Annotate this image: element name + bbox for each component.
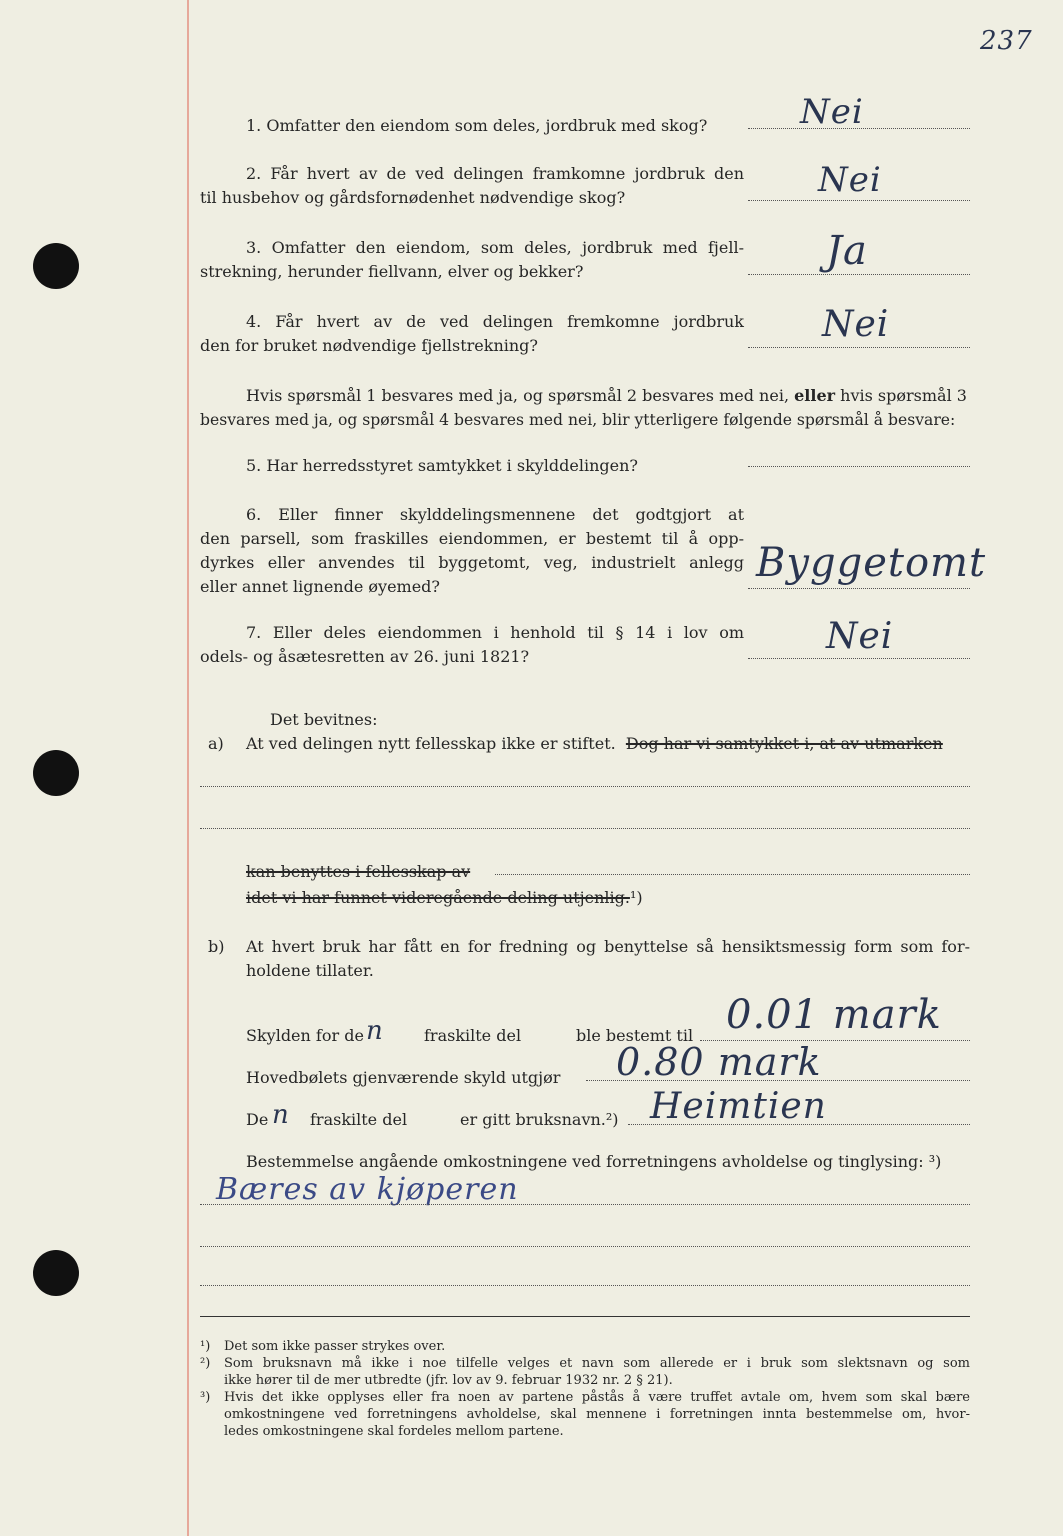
blank-line — [200, 1246, 970, 1247]
punch-hole — [33, 750, 79, 796]
question-1-text: 1. Omfatter den eiendom som deles, jordbruk med skog? — [246, 116, 708, 135]
question-4-answer: Nei — [822, 304, 890, 345]
skyld-navn-label2: fraskilte del — [310, 1110, 408, 1129]
attest-b-line2: holdene tillater. — [246, 961, 374, 980]
blank-line — [200, 1204, 970, 1205]
blank-line — [200, 1285, 970, 1286]
footnote-2-line1: Som bruksnavn må ikke i noe tilfelle velges et navn som allerede er i bruk som slektsnavn og som — [224, 1356, 970, 1371]
footnote-1-mark: ¹) — [200, 1339, 211, 1354]
skyld-hoved-label: Hovedbølets gjenværende skyld utgjør — [246, 1068, 561, 1087]
question-7-line2: odels- og åsætesretten av 26. juni 1821? — [200, 647, 530, 666]
question-6-answer: Byggetomt — [756, 540, 987, 586]
skyld-fraskilt-label: Skylden for de — [246, 1026, 364, 1045]
question-6-line3: dyrkes eller anvendes til byggetomt, veg, industrielt anlegg — [200, 553, 744, 572]
punch-hole — [33, 243, 79, 289]
footnote-1-line1: Det som ikke passer strykes over. — [224, 1339, 446, 1354]
blank-line — [200, 828, 970, 829]
margin-line — [187, 0, 189, 1536]
omkostning-value: Bæres av kjøperen — [216, 1172, 519, 1207]
attest-struck-line2: idet vi har funnet videregående deling utjenlig.¹) — [246, 888, 643, 907]
skyld-navn-label3: er gitt bruksnavn.²) — [460, 1110, 619, 1129]
omkostning-label: Bestemmelse angående omkostningene ved forretningens avholdelse og tinglysing: ³) — [246, 1152, 942, 1171]
answer-line — [748, 274, 970, 275]
skyld-fraskilt-label2: fraskilte del — [424, 1026, 522, 1045]
footnote-2-mark: ²) — [200, 1356, 211, 1371]
answer-line — [748, 466, 970, 467]
attest-b-line1: At hvert bruk har fått en for fredning og benyttelse så hensiktsmessig form som for- — [246, 937, 970, 956]
skyld-fraskilt-label3: ble bestemt til — [576, 1026, 694, 1045]
footnote-3-line2: omkostningene ved forretningens avholdelse, skal mennene i forretningen innta bestemmelse om, hvor- — [224, 1407, 970, 1422]
question-7-line1: 7. Eller deles eiendommen i henhold til § 14 i lov om — [246, 623, 744, 642]
skyld-navn-hand: n — [272, 1100, 290, 1130]
page-number: 237 — [980, 26, 1033, 56]
answer-line — [748, 658, 970, 659]
punch-hole — [33, 1250, 79, 1296]
footnote-2-line2: ikke hører til de mer utbredte (jfr. lov av 9. februar 1932 nr. 2 § 21). — [224, 1373, 673, 1388]
attest-b-label: b) — [208, 937, 225, 956]
question-7-answer: Nei — [826, 616, 894, 657]
attest-heading: Det bevitnes: — [270, 710, 378, 729]
skyld-fraskilt-hand: n — [366, 1016, 384, 1046]
footnote-3-line1: Hvis det ikke opplyses eller fra noen av partene påstås å være truffet avtale om, hvem som skal bære — [224, 1390, 970, 1405]
footnote-3-mark: ³) — [200, 1390, 211, 1405]
skyld-hoved-value: 0.80 mark — [616, 1040, 822, 1084]
blank-line — [200, 786, 970, 787]
question-6-line1: 6. Eller finner skylddelingsmennene det godtgjort at — [246, 505, 744, 524]
footnote-rule — [200, 1316, 970, 1317]
condition-line2: besvares med ja, og spørsmål 4 besvares med nei, blir ytterligere følgende spørsmål å besvare: — [200, 411, 956, 429]
answer-line — [748, 588, 970, 589]
skyld-navn-label: De — [246, 1110, 269, 1129]
question-5-text: 5. Har herredsstyret samtykket i skylddelingen? — [246, 456, 638, 475]
question-1-answer: Nei — [800, 92, 864, 132]
question-2-answer: Nei — [818, 160, 882, 200]
question-6-line4: eller annet lignende øyemed? — [200, 577, 440, 596]
question-4-line2: den for bruket nødvendige fjellstrekning? — [200, 336, 538, 355]
skyld-fraskilt-value: 0.01 mark — [726, 992, 942, 1038]
question-3-answer: Ja — [826, 228, 868, 274]
question-2-line1: 2. Får hvert av de ved delingen framkomne jordbruk den — [246, 164, 744, 183]
question-3-line2: strekning, herunder fiellvann, elver og bekker? — [200, 262, 584, 281]
footnote-3-line3: ledes omkostningene skal fordeles mellom partene. — [224, 1424, 564, 1439]
skyld-navn-value: Heimtien — [650, 1086, 827, 1127]
question-3-line1: 3. Omfatter den eiendom, som deles, jordbruk med fjell- — [246, 238, 744, 257]
answer-line — [748, 347, 970, 348]
condition-line1: Hvis spørsmål 1 besvares med ja, og spørsmål 2 besvares med nei, eller hvis spørsmål 3 — [246, 386, 967, 405]
question-4-line1: 4. Får hvert av de ved delingen fremkomne jordbruk — [246, 312, 744, 331]
attest-a-label: a) — [208, 734, 224, 753]
attest-struck-line1: kan benyttes i fellesskap av — [246, 862, 471, 881]
answer-line — [748, 200, 970, 201]
question-6-line2: den parsell, som fraskilles eiendommen, er bestemt til å opp- — [200, 529, 744, 548]
attest-a-text: At ved delingen nytt fellesskap ikke er stiftet. Dog har vi samtykket i, at av utmarken — [246, 734, 943, 753]
blank-line — [495, 874, 970, 875]
question-2-line2: til husbehov og gårdsfornødenhet nødvendige skog? — [200, 188, 626, 207]
